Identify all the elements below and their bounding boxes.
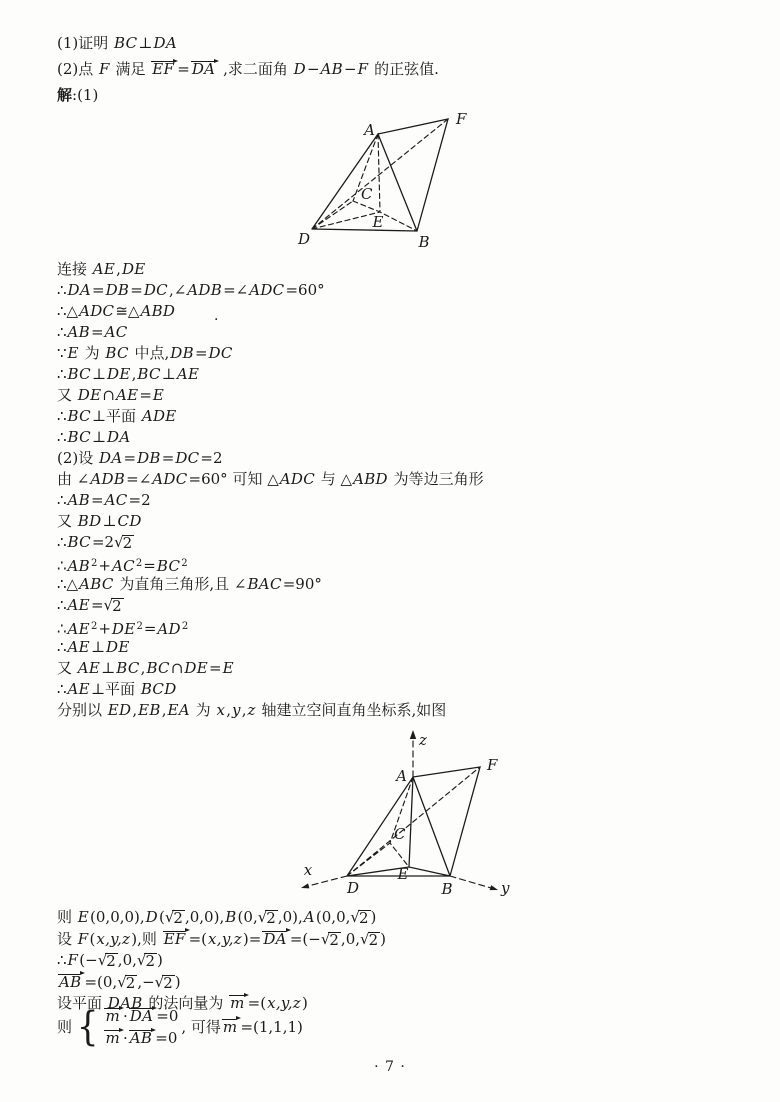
square-root: √2 xyxy=(136,951,155,970)
square-root: √2 xyxy=(164,908,183,927)
fig2-dashed-edges xyxy=(347,767,480,876)
vector-notation: EF xyxy=(150,61,177,78)
text-line: ∴BC=2√2 xyxy=(57,533,133,552)
text-line: 则 E(0,0,0),D(√2 ,0,0),B(0,√2 ,0),A(0,0,√2 ) xyxy=(57,908,377,927)
fig1-label-D: D xyxy=(297,230,311,248)
fig1-label-C: C xyxy=(361,185,373,203)
text-line: ∴F(−√2 ,0,√2 ) xyxy=(57,951,163,970)
text-line: 连接 AE,DE xyxy=(57,260,146,278)
fig1-labels xyxy=(297,110,467,251)
text-line: ∴DA=DB=DC,∠ADB=∠ADC=60° xyxy=(57,281,325,299)
y-axis-label: y xyxy=(501,879,510,897)
figure-tetrahedron xyxy=(295,108,475,253)
fig1-label-E: E xyxy=(372,213,384,231)
text-line: 又 AE⊥BC,BC∩DE=E xyxy=(57,659,234,677)
square-root: √2 xyxy=(103,596,122,615)
text-line: 解:(1) xyxy=(57,86,99,104)
square-root: √2 xyxy=(117,972,136,992)
square-root: √2 xyxy=(114,533,133,552)
vector-notation: DA xyxy=(190,61,218,78)
x-axis-arrow xyxy=(301,883,309,888)
text-line: ∴△ABC 为直角三角形,且 ∠BAC=90° xyxy=(57,575,322,593)
text-line: 分别以 ED,EB,EA 为 x,y,z 轴建立空间直角坐标系,如图 xyxy=(57,701,447,719)
vector-notation: m xyxy=(103,1008,123,1025)
text-line: (2)设 DA=DB=DC=2 xyxy=(57,449,223,467)
vector-notation: m xyxy=(228,995,248,1012)
vector-notation: AB xyxy=(57,974,84,991)
fig2-label-F: F xyxy=(487,756,498,774)
fig2-label-D: D xyxy=(346,879,360,897)
square-root: √2 xyxy=(320,929,339,949)
text-line: $\therefore AE^2+DE^2=AD^2$ xyxy=(57,619,189,638)
equation-system: { m · DA =0 m · AB =0 xyxy=(76,1004,179,1051)
vector-notation: m xyxy=(221,1019,241,1036)
text-line: ∵E 为 BC 中点,DB=DC xyxy=(57,344,233,362)
vector-notation: AB xyxy=(128,1030,155,1047)
text-line: ∴△ADC≅△ABD xyxy=(57,302,176,320)
text-line: ∴BC⊥DA xyxy=(57,428,131,446)
figure-coordinate-system xyxy=(295,726,515,902)
fig2-label-A: A xyxy=(396,767,407,785)
text-line: ∴AB=AC xyxy=(57,323,128,341)
text-line: ∴AB=AC=2 xyxy=(57,491,151,509)
stray-ink-mark: · xyxy=(214,312,219,328)
x-axis-label: x xyxy=(303,861,313,879)
text-line: 设 F(x,y,z),则 EF =(x,y,z)= DA =(−√2 ,0,√2 ) xyxy=(57,929,386,949)
fig2-labels xyxy=(304,731,510,898)
vector-notation: DA xyxy=(128,1008,156,1025)
vector-notation: m xyxy=(103,1030,123,1047)
text-line: ∴BC⊥DE,BC⊥AE xyxy=(57,365,200,383)
z-axis-label: z xyxy=(419,731,427,749)
fig1-label-B: B xyxy=(418,233,430,251)
fig1-label-A: A xyxy=(364,121,375,139)
text-line: 则 { m · DA =0 m · AB =0 , 可得 m =(1,1,1) xyxy=(57,1004,303,1051)
solution-steps-block xyxy=(57,259,484,721)
system-equation: m · DA =0 xyxy=(105,1007,179,1026)
vector-notation: EF xyxy=(162,931,189,948)
fig2-label-E: E xyxy=(397,865,409,883)
fig2-label-B: B xyxy=(441,880,453,898)
text-line: 又 BD⊥CD xyxy=(57,512,142,530)
fig2-label-C: C xyxy=(394,825,406,843)
text-line: 设平面 DAB 的法向量为 m =(x,y,z) xyxy=(57,994,308,1012)
text-line: 又 DE∩AE=E xyxy=(57,386,165,404)
page-number: · 7 · xyxy=(374,1059,406,1075)
text-line: (1)证明 BC⊥DA xyxy=(57,34,177,52)
text-line: (2)点 F 满足 EF = DA ,求二面角 D−AB−F 的正弦值. xyxy=(57,60,439,78)
system-equation: m · AB =0 xyxy=(105,1029,178,1048)
text-line: ∴AE⊥DE xyxy=(57,638,130,656)
problem-statement-block xyxy=(57,30,439,108)
square-root: √2 xyxy=(257,908,276,927)
square-root: √2 xyxy=(360,929,379,949)
square-root: √2 xyxy=(154,972,173,992)
vector-notation: DA xyxy=(261,931,289,948)
fig1-label-F: F xyxy=(456,110,467,128)
square-root: √2 xyxy=(97,951,116,970)
text-line: $\therefore AB^2+AC^2=BC^2$ xyxy=(57,556,188,575)
z-axis-arrow xyxy=(410,730,416,739)
text-line: ∴AE⊥平面 BCD xyxy=(57,680,177,698)
square-root: √2 xyxy=(350,908,369,927)
text-line: AB =(0,√2 ,−√2 ) xyxy=(59,972,181,992)
text-line: ∴AE=√2 xyxy=(57,596,122,615)
text-line: ∴BC⊥平面 ADE xyxy=(57,407,177,425)
text-line: 由 ∠ADB=∠ADC=60° 可知 △ADC 与 △ABD 为等边三角形 xyxy=(57,470,484,488)
y-axis-arrow xyxy=(490,885,498,890)
vector-computation-block xyxy=(57,907,386,1051)
